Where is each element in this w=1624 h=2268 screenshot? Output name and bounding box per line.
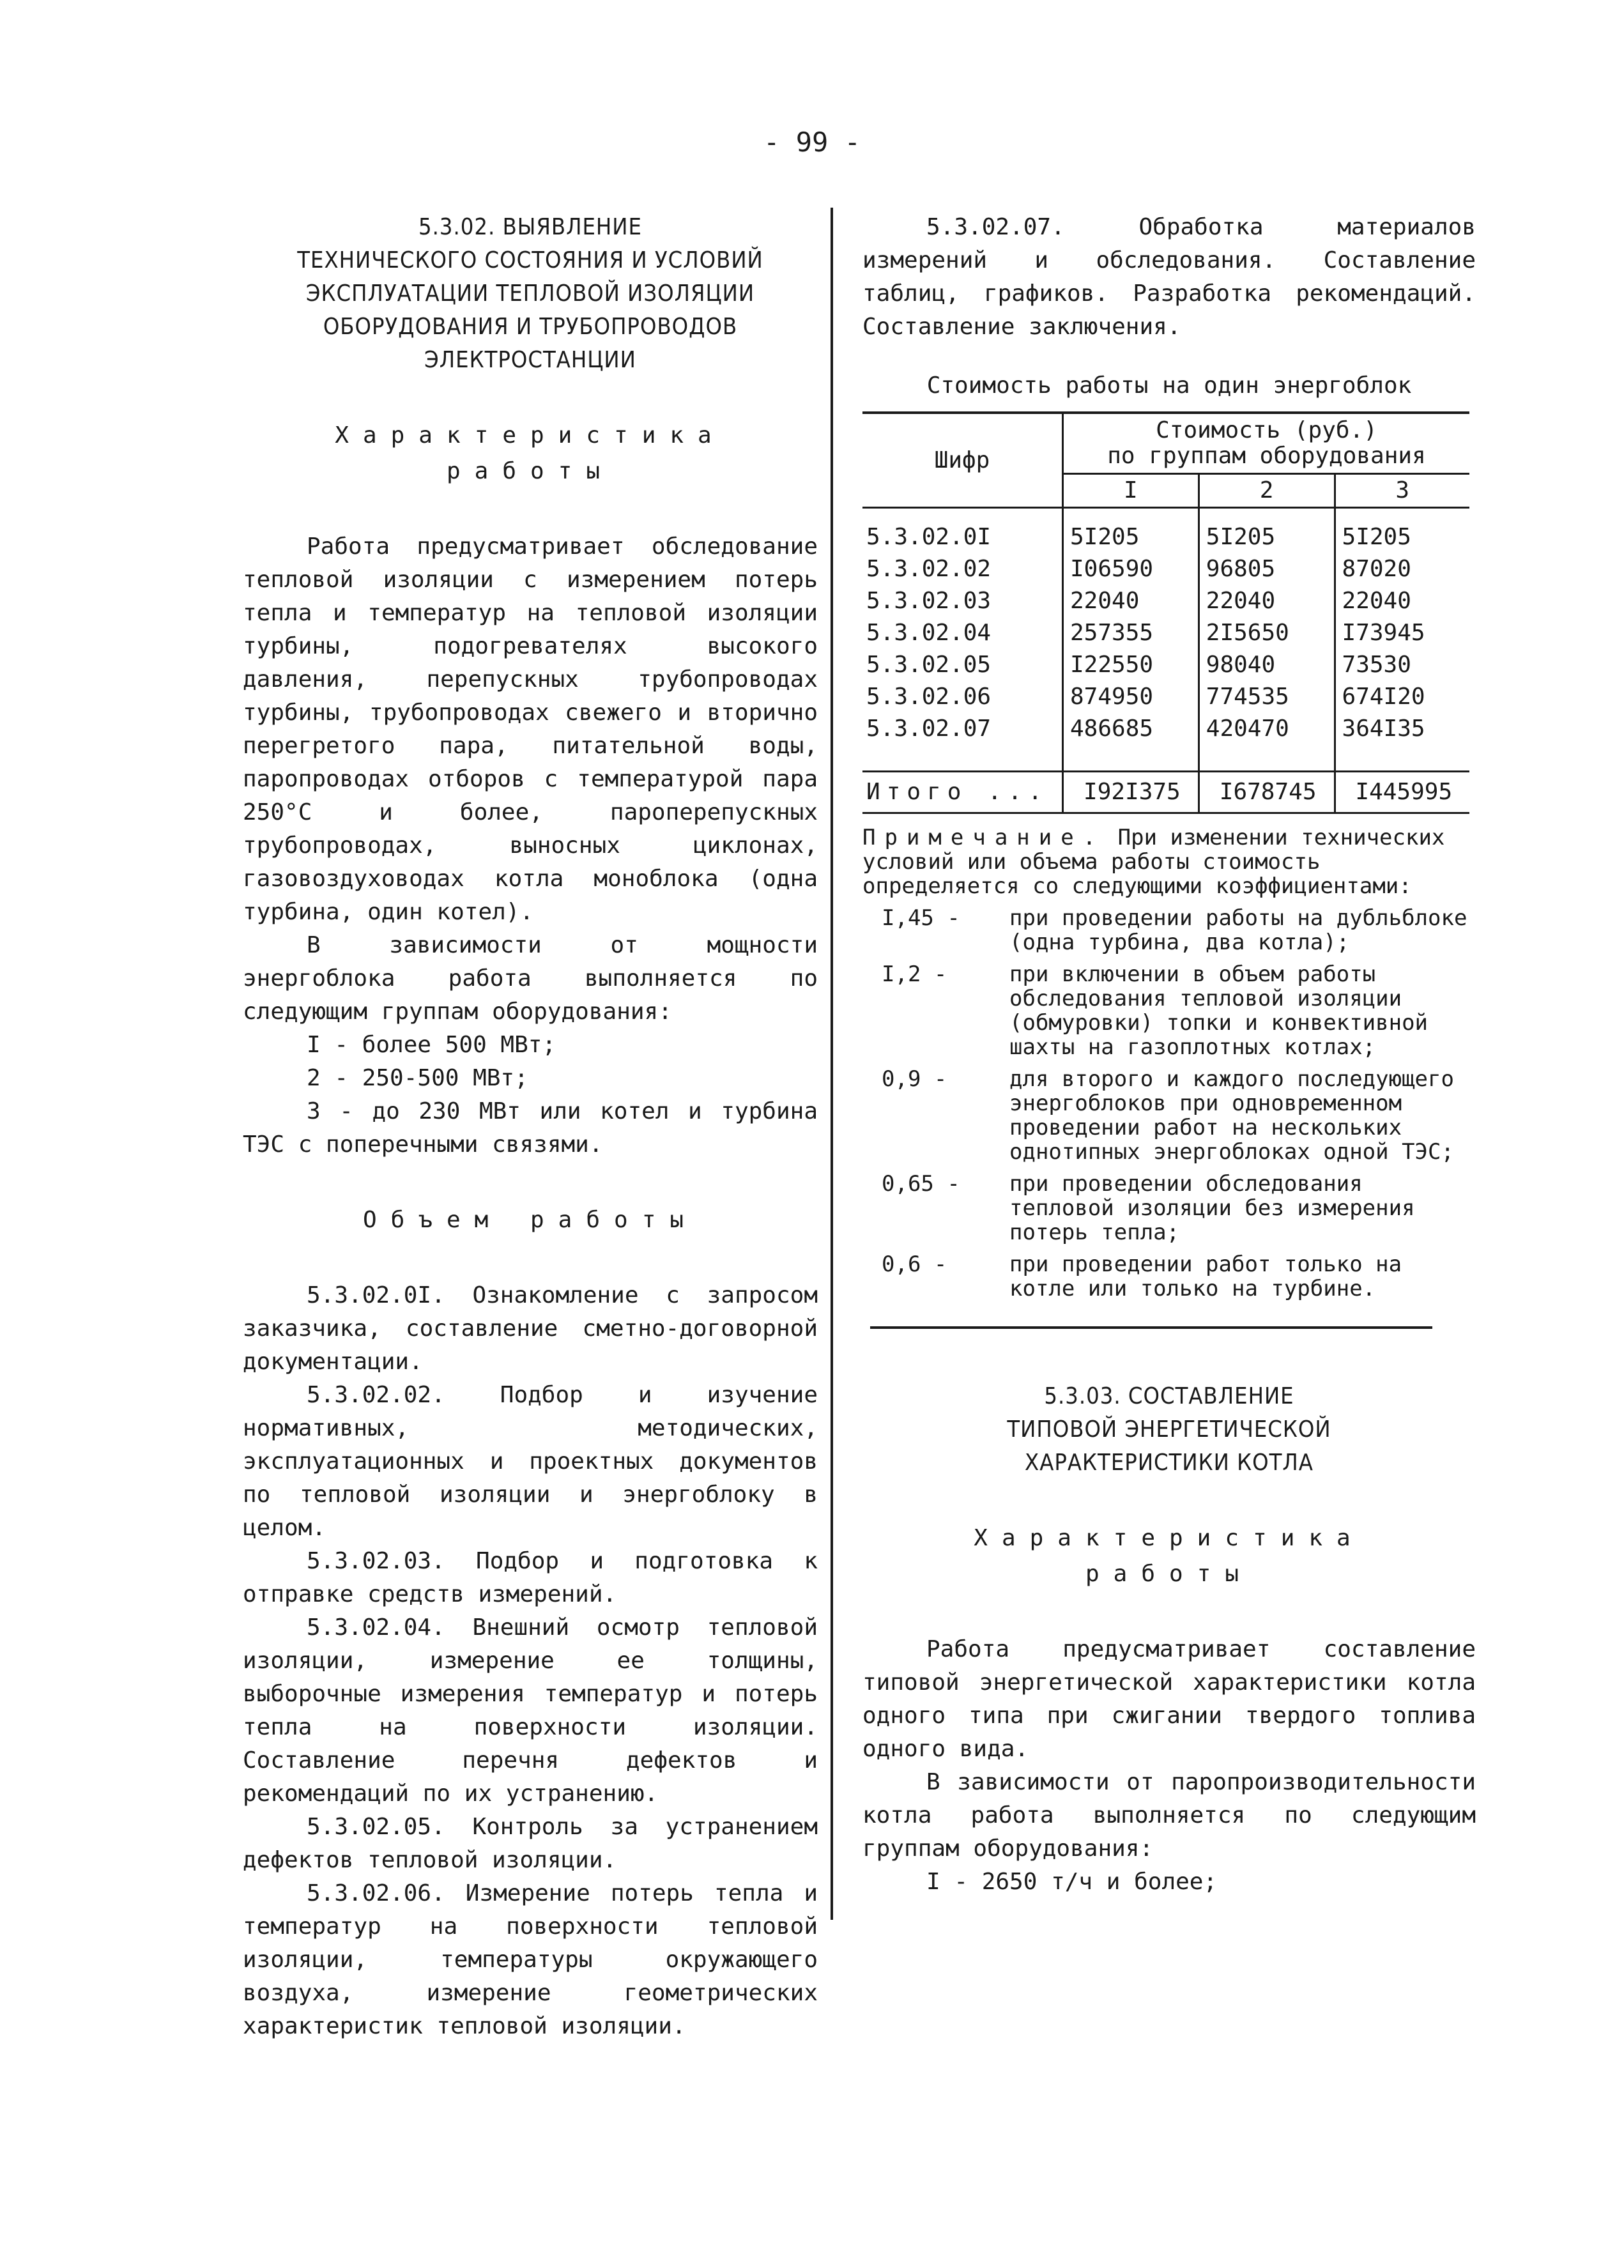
volume-item: 5.3.02.07. Обработка материалов измерений и обследования. Составление таблиц, графиков. Разработка рекомендаций. Составление заключения.	[862, 214, 1476, 340]
group-item: 2 - 250-500 МВт;	[307, 1065, 528, 1091]
coefficient-item	[862, 1172, 1476, 1245]
note-label: Примечание.	[862, 825, 1105, 850]
cell-value: 364I35	[1342, 716, 1425, 742]
cell-value: 22040	[1063, 585, 1199, 617]
coefficient-text: при проведении обследования тепловой изоляции без измерения потерь тепла;	[1009, 1171, 1415, 1245]
row-code: 5.3.02.05	[862, 649, 1063, 681]
volume-item: 5.3.02.06. Измерение потерь тепла и температур на поверхности тепловой изоляции, температуры окружающего воздуха, измерение геометрических характеристик тепловой изоляции.	[243, 1880, 818, 2039]
row-code: 5.3.02.0I	[862, 508, 1063, 554]
group-header: I	[1063, 474, 1199, 508]
title-line: ЭЛЕКТРОСТАНЦИИ	[424, 347, 636, 373]
title-line: ТИПОВОЙ ЭНЕРГЕТИЧЕСКОЙ	[1007, 1416, 1331, 1443]
coefficient-text: при проведении работ только на котле или только на турбине.	[1009, 1252, 1402, 1301]
cell-value: 5I205	[1342, 524, 1411, 550]
left-column	[243, 211, 818, 2043]
row-code: 5.3.02.03	[862, 585, 1063, 617]
characteristic-heading	[862, 1521, 1476, 1592]
row-code: 5.3.02.06	[862, 681, 1063, 713]
volume-item: 5.3.02.02. Подбор и изучение нормативных, методических, эксплуатационных и проектных документов по тепловой изоляции и энергоблоку в целом.	[243, 1382, 818, 1541]
total-value: I92I375	[1063, 772, 1199, 813]
cost-header-line: Стоимость (руб.)	[1156, 417, 1377, 443]
coefficient-text: при проведении работы на дубльблоке (одна турбина, два котла);	[1009, 905, 1467, 955]
title-line: ХАРАКТЕРИСТИКИ КОТЛА	[1025, 1450, 1314, 1476]
row-code: 5.3.02.07	[862, 713, 1063, 745]
cell-value: 5I205	[1199, 508, 1335, 554]
cell-value: 674I20	[1342, 684, 1425, 710]
coefficient-text: при включении в объем работы обследования тепловой изоляции (обмуровки) топки и конвективной шахты на газоплотных котлах;	[1009, 962, 1429, 1060]
volume-item: 5.3.02.05. Контроль за устранением дефектов тепловой изоляции.	[243, 1814, 818, 1873]
heading-line: Характеристика	[974, 1525, 1365, 1551]
characteristic-heading	[243, 418, 818, 489]
row-code: 5.3.02.02	[862, 553, 1063, 585]
coefficient-value: I,45 -	[882, 905, 960, 931]
section-title-5-3-03	[862, 1380, 1476, 1480]
section-title-5-3-02	[243, 211, 818, 377]
cell-value: I73945	[1342, 620, 1425, 646]
title-line: 5.3.03. СОСТАВЛЕНИЕ	[1044, 1383, 1294, 1409]
table-total-row	[862, 772, 1469, 813]
table-row	[862, 508, 1469, 554]
title-line: ОБОРУДОВАНИЯ И ТРУБОПРОВОДОВ	[323, 314, 738, 340]
cell-value: 96805	[1199, 553, 1335, 585]
total-label: Итого ...	[862, 772, 1063, 813]
group-item: 3 - до 230 МВт или котел и турбина ТЭС с поперечными связями.	[243, 1098, 818, 1158]
work-description: Работа предусматривает обследование тепловой изоляции с измерением потерь тепла и температур на тепловой изоляции турбины, подогревателях высокого давления, перепускных трубопроводах турбины, трубопроводах свежего и вторично перегретого пара, питательной воды, паропроводах отборов с температурой пара 250°С и более, пароперепускных трубопроводах, выносных циклонах, газовоздуховодах котла моноблока (одна турбина, один котел).	[243, 533, 818, 925]
group-item: I - 2650 т/ч и более;	[926, 1869, 1218, 1895]
coefficient-value: I,2 -	[882, 962, 947, 987]
cell-value: 22040	[1199, 585, 1335, 617]
coefficient-item	[862, 1252, 1476, 1301]
cell-value: I06590	[1063, 553, 1199, 585]
table-row	[862, 585, 1469, 617]
work-description: Работа предусматривает составление типовой энергетической характеристики котла одного типа при сжигании твердого топлива одного вида.	[862, 1636, 1476, 1762]
heading-line: работы	[446, 458, 615, 484]
group-header: 3	[1335, 474, 1469, 508]
cell-value: 2I5650	[1199, 617, 1335, 649]
column-header-code: Шифр	[862, 413, 1063, 508]
table-row	[862, 617, 1469, 649]
right-column	[862, 211, 1476, 1899]
cell-value: 420470	[1199, 713, 1335, 745]
coefficient-value: 0,9 -	[882, 1066, 947, 1092]
cell-value: 73530	[1342, 652, 1411, 678]
cell-value: 774535	[1199, 681, 1335, 713]
coefficient-value: 0,6 -	[882, 1252, 947, 1277]
title-line: 5.3.02. ВЫЯВЛЕНИЕ	[418, 214, 642, 240]
cell-value: 5I205	[1063, 508, 1199, 554]
table-note	[862, 825, 1476, 1301]
table-row	[862, 553, 1469, 585]
group-item: I - более 500 МВт;	[307, 1032, 556, 1058]
volume-heading: Объем работы	[362, 1207, 698, 1233]
table-caption: Стоимость работы на один энергоблок	[926, 372, 1412, 399]
coefficient-item	[862, 1067, 1476, 1164]
coefficient-item	[862, 962, 1476, 1059]
cell-value: 257355	[1063, 617, 1199, 649]
group-header: 2	[1199, 474, 1335, 508]
total-value: I678745	[1199, 772, 1335, 813]
cell-value: 87020	[1342, 556, 1411, 582]
title-line: ТЕХНИЧЕСКОГО СОСТОЯНИЯ И УСЛОВИЙ	[297, 247, 763, 273]
total-value: I445995	[1335, 772, 1469, 813]
cost-table	[862, 411, 1469, 814]
volume-item: 5.3.02.04. Внешний осмотр тепловой изоляции, измерение ее толщины, выборочные измерения температур и потерь тепла на поверхности изоляции. Составление перечня дефектов и рекомендаций по их устранению.	[243, 1614, 818, 1807]
cost-header-line: по группам оборудования	[1107, 443, 1426, 469]
page-number: - 99 -	[763, 126, 861, 158]
coefficient-item	[862, 906, 1476, 954]
volume-item: 5.3.02.03. Подбор и подготовка к отправке средств измерений.	[243, 1548, 818, 1607]
cell-value: 22040	[1342, 588, 1411, 614]
coefficient-value: 0,65 -	[882, 1171, 960, 1197]
cell-value: I22550	[1063, 649, 1199, 681]
title-line: ЭКСПЛУАТАЦИИ ТЕПЛОВОЙ ИЗОЛЯЦИИ	[305, 280, 755, 307]
volume-item: 5.3.02.0I. Ознакомление с запросом заказчика, составление сметно-договорной документации.	[243, 1282, 818, 1375]
groups-intro: В зависимости от паропроизводительности котла работа выполняется по следующим группам оборудования:	[862, 1769, 1476, 1862]
cell-value: 486685	[1063, 713, 1199, 745]
heading-line: Характеристика	[335, 422, 726, 448]
row-code: 5.3.02.04	[862, 617, 1063, 649]
heading-line: работы	[1085, 1561, 1253, 1587]
coefficient-text: для второго и каждого последующего энергоблоков при одновременном проведении работ на нескольких однотипных энергоблоках одной ТЭС;	[1009, 1066, 1454, 1165]
cell-value: 98040	[1199, 649, 1335, 681]
cell-value: 874950	[1063, 681, 1199, 713]
table-row	[862, 649, 1469, 681]
table-row	[862, 681, 1469, 713]
note-text: При изменении технических условий или объема работы стоимость определяется со следующими коэффициентами:	[862, 825, 1445, 899]
column-divider	[831, 208, 833, 1920]
table-row	[862, 713, 1469, 745]
groups-intro: В зависимости от мощности энергоблока работа выполняется по следующим группам оборудования:	[243, 932, 818, 1025]
column-header-cost	[1063, 413, 1470, 474]
